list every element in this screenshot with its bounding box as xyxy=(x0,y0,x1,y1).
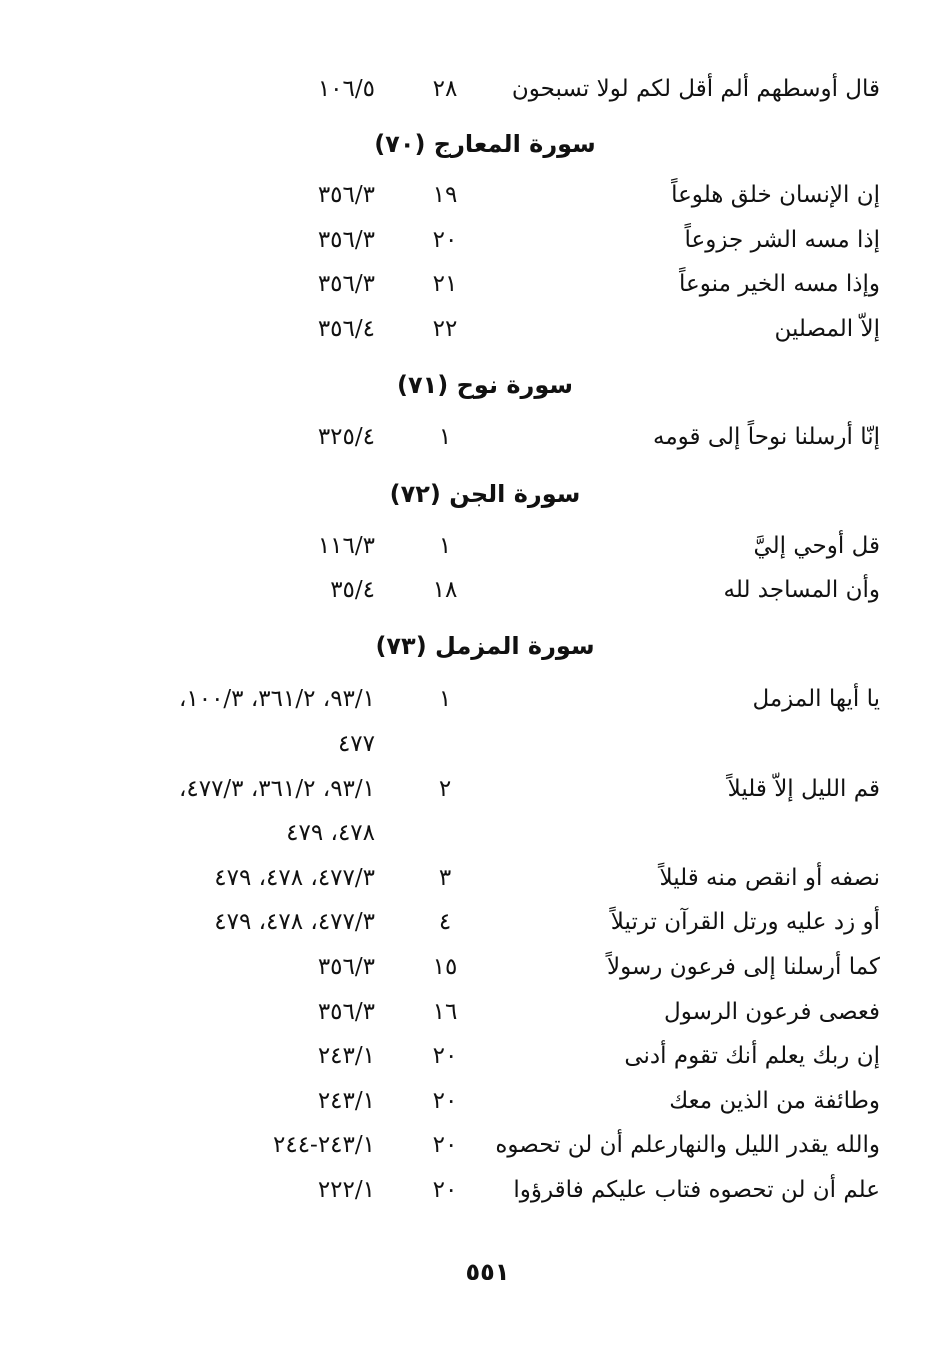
page-reference: ٣٥٦/٣ xyxy=(317,271,375,297)
verse-number: ٢ xyxy=(438,776,452,802)
index-entry xyxy=(0,414,940,460)
page-reference: ١١٦/٣ xyxy=(317,533,375,559)
index-entry xyxy=(0,306,940,352)
index-entry xyxy=(0,1033,940,1079)
index-entry xyxy=(0,944,940,990)
verse-text: إذا مسه الشر جزوعاً xyxy=(684,227,880,253)
verse-text: وطائفة من الذين معك xyxy=(669,1088,880,1114)
verse-number: ١ xyxy=(438,424,452,450)
verse-text: قل أوحي إليَّ xyxy=(753,533,880,559)
index-entry xyxy=(0,523,940,569)
verse-number: ١٦ xyxy=(432,999,458,1025)
verse-number: ٢٠ xyxy=(432,1088,458,1114)
verse-number: ٤ xyxy=(438,909,452,935)
page-reference: ٤٧٧/٣، ٤٧٨، ٤٧٩ xyxy=(214,909,375,935)
verse-text: فعصى فرعون الرسول xyxy=(664,999,880,1025)
verse-number: ١٨ xyxy=(432,577,458,603)
verse-text: قال أوسطهم ألم أقل لكم لولا تسبحون xyxy=(511,76,880,102)
index-entry xyxy=(0,172,940,218)
page-reference: ١٠٦/٥ xyxy=(317,76,375,102)
verse-text: نصفه أو انقص منه قليلاً xyxy=(659,865,880,891)
verse-text: وأن المساجد لله xyxy=(723,577,880,603)
page-reference: ٢٢٢/١ xyxy=(317,1177,375,1203)
index-entry xyxy=(0,66,940,112)
index-entry xyxy=(0,676,940,722)
verse-text: والله يقدر الليل والنهارعلم أن لن تحصوه xyxy=(495,1132,880,1158)
verse-number: ٢٠ xyxy=(432,1132,458,1158)
page-reference: ٤٧٧/٣، ٤٧٨، ٤٧٩ xyxy=(214,865,375,891)
verse-number: ٢١ xyxy=(432,271,458,297)
verse-text: وإذا مسه الخير منوعاً xyxy=(679,271,880,297)
page-reference: ٩٣/١، ٣٦١/٢، ٤٧٧/٣، xyxy=(178,776,375,802)
index-entry xyxy=(0,989,940,1035)
page-reference: ٣٥٦/٤ xyxy=(317,316,375,342)
page-reference: ٩٣/١، ٣٦١/٢، ١٠٠/٣، xyxy=(178,686,375,712)
index-entry xyxy=(0,1167,940,1213)
index-entry xyxy=(0,567,940,613)
index-entry xyxy=(0,899,940,945)
verse-text: قم الليل إلاّ قليلاً xyxy=(727,776,880,802)
page-reference: ٢٤٣/١-٢٤٤ xyxy=(272,1132,375,1158)
index-entry xyxy=(0,1122,940,1168)
verse-number: ٣ xyxy=(438,865,452,891)
index-entry xyxy=(0,261,940,307)
page-reference: ٢٤٣/١ xyxy=(317,1043,375,1069)
verse-number: ٢٠ xyxy=(432,1043,458,1069)
surah-heading-muzzammil: سورة المزمل (٧٣) xyxy=(375,632,595,660)
page-reference: ٣٥٦/٣ xyxy=(317,182,375,208)
verse-text: علم أن لن تحصوه فتاب عليكم فاقرؤوا xyxy=(513,1177,880,1203)
verse-number: ٢٢ xyxy=(432,316,458,342)
page-reference: ٣٥٦/٣ xyxy=(317,227,375,253)
surah-heading-nuh: سورة نوح (٧١) xyxy=(397,371,573,399)
page-reference: ٣٢٥/٤ xyxy=(317,424,375,450)
index-entry xyxy=(0,855,940,901)
verse-number: ١ xyxy=(438,686,452,712)
verse-text: إن الإنسان خلق هلوعاً xyxy=(671,182,880,208)
verse-number: ٢٨ xyxy=(432,76,458,102)
verse-number: ١٩ xyxy=(432,182,458,208)
verse-number: ٢٠ xyxy=(432,227,458,253)
page-number: ٥٥١ xyxy=(465,1258,510,1286)
index-entry xyxy=(0,217,940,263)
verse-text: أو زد عليه ورتل القرآن ترتيلاً xyxy=(610,909,880,935)
page-reference: ٢٤٣/١ xyxy=(317,1088,375,1114)
verse-text: يا أيها المزمل xyxy=(752,686,880,712)
verse-text: إنّا أرسلنا نوحاً إلى قومه xyxy=(653,424,880,450)
page-reference-continuation: ٤٧٨، ٤٧٩ xyxy=(286,820,375,846)
page-reference: ٣٥٦/٣ xyxy=(317,999,375,1025)
index-entry xyxy=(0,1078,940,1124)
surah-heading-jinn: سورة الجن (٧٢) xyxy=(389,480,581,508)
page-reference: ٣٥/٤ xyxy=(330,577,375,603)
verse-number: ١ xyxy=(438,533,452,559)
verse-number: ٢٠ xyxy=(432,1177,458,1203)
index-entry xyxy=(0,766,940,812)
page-reference-continuation: ٤٧٧ xyxy=(337,731,375,757)
page-reference: ٣٥٦/٣ xyxy=(317,954,375,980)
verse-text: إن ربك يعلم أنك تقوم أدنى xyxy=(624,1043,880,1069)
surah-heading-maarij: سورة المعارج (٧٠) xyxy=(374,130,596,158)
verse-number: ١٥ xyxy=(432,954,458,980)
verse-text: إلاّ المصلين xyxy=(774,316,880,342)
verse-text: كما أرسلنا إلى فرعون رسولاً xyxy=(607,954,880,980)
